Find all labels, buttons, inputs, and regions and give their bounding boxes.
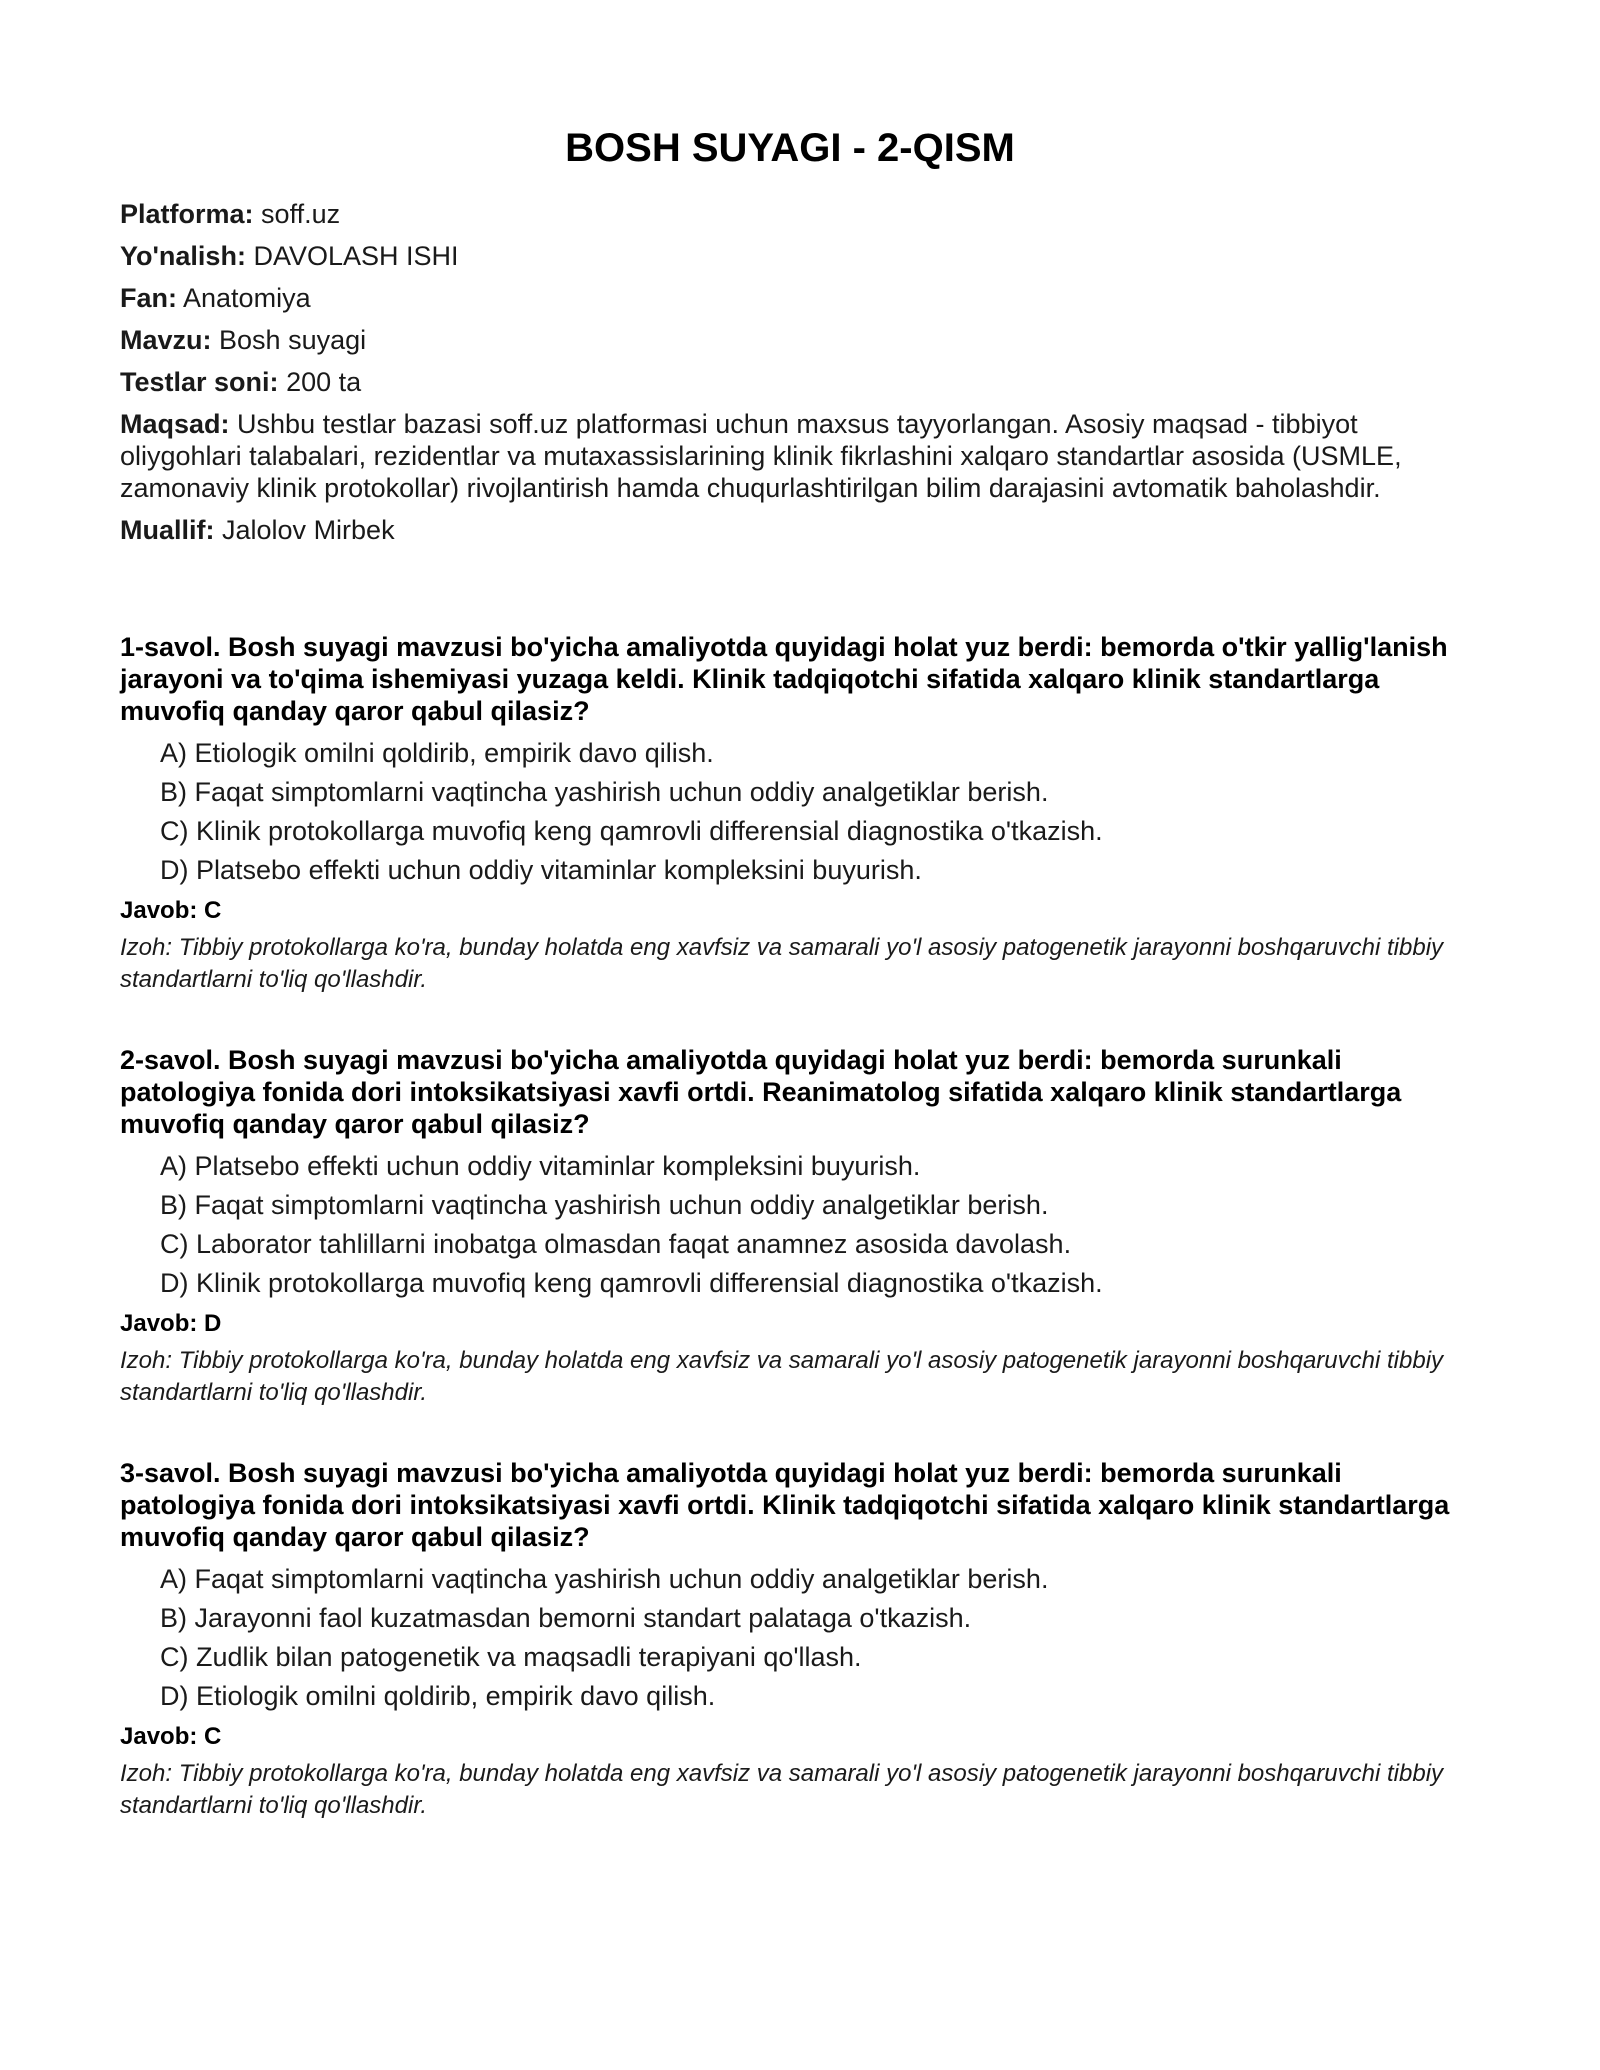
document-title: BOSH SUYAGI - 2-QISM — [565, 126, 1015, 170]
meta-block — [120, 198, 1460, 546]
meta-testlar-soni — [120, 366, 1460, 398]
answer: Javob: C — [120, 1723, 222, 1750]
option-b: B) Faqat simptomlarni vaqtincha yashirish uchun oddiy analgetiklar berish. — [160, 1190, 1049, 1220]
questions-list — [120, 631, 1460, 1822]
explanation-note: Izoh: Tibbiy protokollarga ko'ra, bunday holatda eng xavfsiz va samarali yo'l asosiy patogenetik jarayonni boshqaruvchi tibbiy standartlarni to'liq qo'llashdir. — [120, 1760, 1444, 1819]
options-list — [120, 737, 1460, 886]
question-text: 1-savol. Bosh suyagi mavzusi bo'yicha amaliyotda quyidagi holat yuz berdi: bemorda o'tkir yallig'lanish jarayoni va to'qima ishemiyasi yuzaga keldi. Klinik tadqiqotchi sifatida xalqaro klinik standartlarga muvofiq qanday qaror qabul qilasiz? — [120, 632, 1448, 726]
option-b: B) Faqat simptomlarni vaqtincha yashirish uchun oddiy analgetiklar berish. — [160, 777, 1049, 807]
meta-label: Yo'nalish: — [120, 241, 246, 271]
meta-muallif — [120, 514, 1460, 546]
document-page — [120, 118, 1460, 1870]
option-b: B) Jarayonni faol kuzatmasdan bemorni standart palataga o'tkazish. — [160, 1603, 972, 1633]
option-c: C) Klinik protokollarga muvofiq keng qamrovli differensial diagnostika o'tkazish. — [160, 816, 1103, 846]
meta-label: Testlar soni: — [120, 367, 279, 397]
meta-value: DAVOLASH ISHI — [253, 241, 459, 271]
meta-label: Fan: — [120, 283, 177, 313]
meta-value: Bosh suyagi — [219, 325, 367, 355]
meta-label: Maqsad: — [120, 409, 230, 439]
question-2 — [120, 1044, 1460, 1409]
option-d: D) Klinik protokollarga muvofiq keng qamrovli differensial diagnostika o'tkazish. — [160, 1268, 1103, 1298]
option-a: A) Faqat simptomlarni vaqtincha yashirish uchun oddiy analgetiklar berish. — [160, 1564, 1049, 1594]
meta-value: 200 ta — [286, 367, 362, 397]
meta-yonalish — [120, 240, 1460, 272]
explanation-note: Izoh: Tibbiy protokollarga ko'ra, bunday holatda eng xavfsiz va samarali yo'l asosiy patogenetik jarayonni boshqaruvchi tibbiy standartlarni to'liq qo'llashdir. — [120, 1347, 1444, 1406]
option-d: D) Platsebo effekti uchun oddiy vitaminlar kompleksini buyurish. — [160, 855, 922, 885]
answer: Javob: D — [120, 1310, 222, 1337]
options-list — [120, 1150, 1460, 1299]
meta-value: soff.uz — [261, 199, 341, 229]
explanation-note: Izoh: Tibbiy protokollarga ko'ra, bunday holatda eng xavfsiz va samarali yo'l asosiy patogenetik jarayonni boshqaruvchi tibbiy standartlarni to'liq qo'llashdir. — [120, 934, 1444, 993]
option-d: D) Etiologik omilni qoldirib, empirik davo qilish. — [160, 1681, 716, 1711]
meta-maqsad — [120, 408, 1460, 504]
meta-label: Platforma: — [120, 199, 254, 229]
question-3 — [120, 1457, 1460, 1822]
question-text: 2-savol. Bosh suyagi mavzusi bo'yicha amaliyotda quyidagi holat yuz berdi: bemorda surunkali patologiya fonida dori intoksikatsiyasi xavfi ortdi. Reanimatolog sifatida xalqaro klinik standartlarga muvofiq qanday qaror qabul qilasiz? — [120, 1045, 1402, 1139]
answer: Javob: C — [120, 897, 222, 924]
meta-fan — [120, 282, 1460, 314]
meta-label: Muallif: — [120, 515, 215, 545]
question-1 — [120, 631, 1460, 996]
meta-value: Jalolov Mirbek — [222, 515, 395, 545]
option-a: A) Platsebo effekti uchun oddiy vitaminlar kompleksini buyurish. — [160, 1151, 921, 1181]
meta-value: Ushbu testlar bazasi soff.uz platformasi uchun maxsus tayyorlangan. Asosiy maqsad - tibbiyot oliygohlari talabalari, rezidentlar va mutaxassislarining klinik fikrlashini xalqaro standartlar asosida (USMLE, zamonaviy klinik protokollar) rivojlantirish hamda chuqurlashtirilgan bilim darajasini avtomatik baholashdir. — [120, 409, 1402, 503]
question-text: 3-savol. Bosh suyagi mavzusi bo'yicha amaliyotda quyidagi holat yuz berdi: bemorda surunkali patologiya fonida dori intoksikatsiyasi xavfi ortdi. Klinik tadqiqotchi sifatida xalqaro klinik standartlarga muvofiq qanday qaror qabul qilasiz? — [120, 1458, 1450, 1552]
option-c: C) Laborator tahlillarni inobatga olmasdan faqat anamnez asosida davolash. — [160, 1229, 1072, 1259]
meta-mavzu — [120, 324, 1460, 356]
options-list — [120, 1563, 1460, 1712]
option-a: A) Etiologik omilni qoldirib, empirik davo qilish. — [160, 738, 714, 768]
option-c: C) Zudlik bilan patogenetik va maqsadli terapiyani qo'llash. — [160, 1642, 862, 1672]
meta-platforma — [120, 198, 1460, 230]
meta-value: Anatomiya — [183, 283, 311, 313]
meta-label: Mavzu: — [120, 325, 212, 355]
